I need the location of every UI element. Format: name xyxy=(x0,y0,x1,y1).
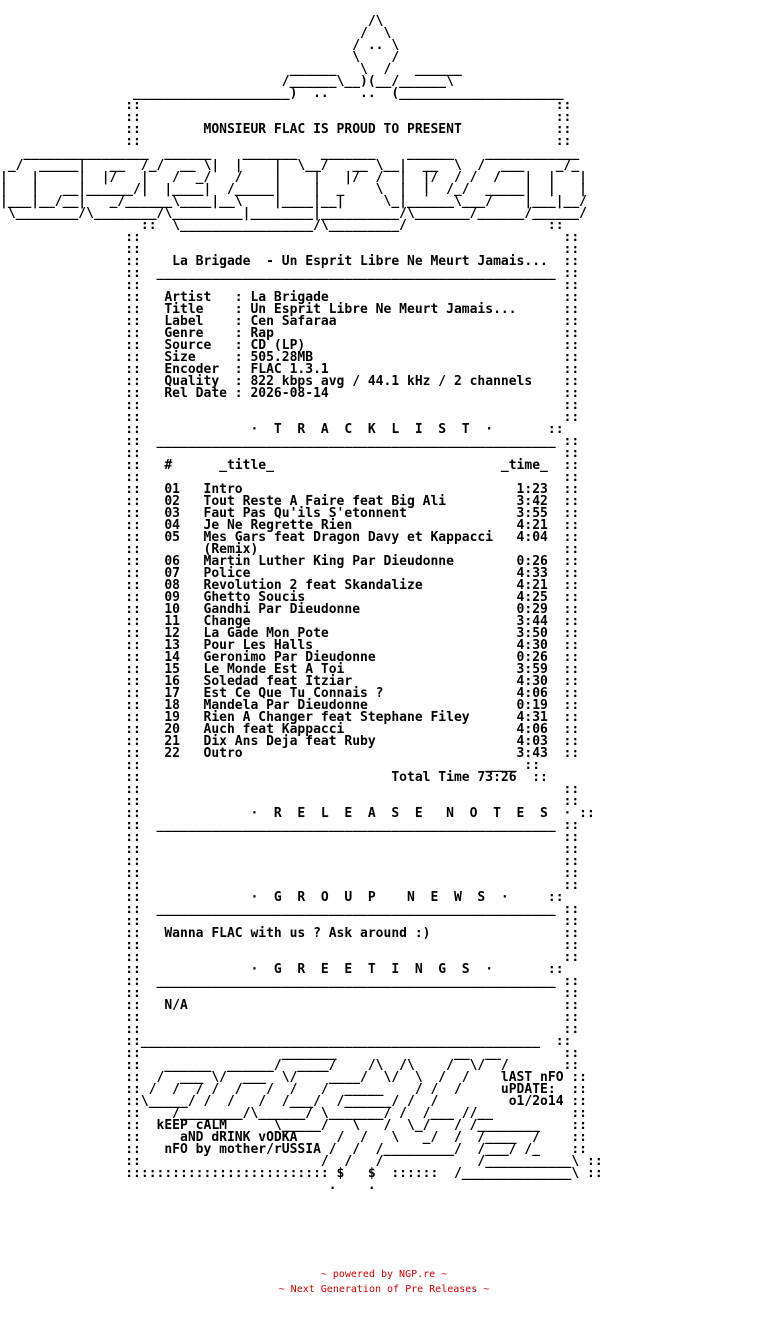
nfo-line: :: 02 Tout Reste A Faire feat Big Ali 3:42 :: xyxy=(0,494,580,509)
nfo-line: :: / ___ \/ ___ \/ ____/ \/ \ / / lAST nFO :: xyxy=(0,1070,587,1085)
nfo-line: :: Encoder : FLAC 1.3.1 :: xyxy=(0,362,580,377)
nfo-line: :: Genre : Rap :: xyxy=(0,326,580,341)
nfo-line: :: :: xyxy=(0,938,580,953)
nfo-line: :: aND dRINK vODKA / / \ _/ / /____ / :: xyxy=(0,1130,587,1145)
nfo-line: :: 05 Mes Gars feat Dragon Davy et Kappacci 4:04 :: xyxy=(0,530,580,545)
nfo-line: :: :: xyxy=(0,914,580,929)
nfo-line: :: # _title_ _time_ :: xyxy=(0,458,580,473)
nfo-line: :: (Remix) :: xyxy=(0,542,580,557)
nfo-line: :: 17 Est Ce Que Tu Connais ? 4:06 :: xyxy=(0,686,580,701)
nfo-line: :: 10 Gandhi Par Dieudonne 0:29 :: xyxy=(0,602,580,617)
nfo-line: :: :: xyxy=(0,986,580,1001)
nfo-line: :: 19 Rien A Changer feat Stephane Filey 4:31 :: xyxy=(0,710,580,725)
nfo-line: ____________________) .. .. (_____________________ xyxy=(0,86,564,101)
nfo-line: :: nFO by mother/rUSSIA / / /_________/ /___/ /_ :: xyxy=(0,1142,587,1157)
nfo-line: :: Total Time 73:26 :: xyxy=(0,770,548,785)
nfo-line: :: Wanna FLAC with us ? Ask around :) :: xyxy=(0,926,580,941)
nfo-line: :: 12 La Gade Mon Pote 3:50 :: xyxy=(0,626,580,641)
nfo-line: :: ___________________________________________________ :: xyxy=(0,974,580,989)
nfo-text-block xyxy=(0,16,768,1192)
nfo-line: :: 01 Intro 1:23 :: xyxy=(0,482,580,497)
footer-powered-by: ~ powered by NGP.re ~ xyxy=(320,1269,448,1280)
nfo-line: :: :: xyxy=(0,842,580,857)
nfo-line: :: :: xyxy=(0,854,580,869)
nfo-line: :: ___________________________________________________ :: xyxy=(0,434,580,449)
nfo-line: :: 21 Dix Ans Deja feat Ruby 4:03 :: xyxy=(0,734,580,749)
nfo-line: :: _______ __ __ :: xyxy=(0,1046,580,1061)
nfo-line: :: :: xyxy=(0,1010,580,1025)
nfo-line: :: 18 Mandela Par Dieudonne 0:19 :: xyxy=(0,698,580,713)
nfo-line: :: 16 Soledad feat Itziar 4:30 :: xyxy=(0,674,580,689)
nfo-line: :: :: xyxy=(0,950,580,965)
nfo-line: :: 03 Faut Pas Qu'ils S'etonnent 3:55 :: xyxy=(0,506,580,521)
nfo-line: :: · T R A C K L I S T · :: xyxy=(0,422,564,437)
nfo-line: :: :: xyxy=(0,134,572,149)
nfo-line: :: 06 Martin Luther King Par Dieudonne 0:26 :: xyxy=(0,554,580,569)
nfo-line: :: :: xyxy=(0,446,580,461)
nfo-line: . . xyxy=(0,1178,376,1193)
nfo-line: :: 04 Je Ne Regrette Rien 4:21 :: xyxy=(0,518,580,533)
nfo-line: \ / xyxy=(0,50,400,65)
nfo-line: ______ \ / ______ xyxy=(0,62,462,77)
nfo-line: /______\__)(__/______\ xyxy=(0,74,454,89)
nfo-line: :: :: xyxy=(0,98,572,113)
nfo-line: ::___________________________________________________ :: xyxy=(0,1034,572,1049)
nfo-line: ::\_____/ / / / /___/ /______/ / / o1/2o14 :: xyxy=(0,1094,587,1109)
nfo-line: :: :: xyxy=(0,794,580,809)
nfo-line: :: Rel Date : 2026-08-14 :: xyxy=(0,386,580,401)
nfo-line: :: 11 Change 3:44 :: xyxy=(0,614,580,629)
nfo-line: :: :: xyxy=(0,398,580,413)
nfo-line: :: MONSIEUR FLAC IS PROUD TO PRESENT :: xyxy=(0,122,572,137)
nfo-line: :: La Brigade - Un Esprit Libre Ne Meurt Jamais... :: xyxy=(0,254,580,269)
nfo-line: :: 08 Revolution 2 feat Skandalize 4:21 :: xyxy=(0,578,580,593)
nfo-line: :::::::::::::::::::::::::: $ $ :::::: /______________\ :: xyxy=(0,1166,603,1181)
nfo-line: :: ____ :: xyxy=(0,758,541,773)
nfo-line: :: :: xyxy=(0,866,580,881)
nfo-line: :: /________/\______/ \_______/ / /___ //__ :: xyxy=(0,1106,587,1121)
nfo-line: | | | |/ | / _/ / | | |/ / | |/ / / / | | | xyxy=(0,170,587,185)
nfo-line: / .. \ xyxy=(0,38,400,53)
nfo-line: :: Quality : 822 kbps avg / 44.1 kHz / 2 channels :: xyxy=(0,374,580,389)
nfo-line: :: 15 Le Monde Est A Toi 3:59 :: xyxy=(0,662,580,677)
nfo-line: :: · G R O U P N E W S · :: xyxy=(0,890,564,905)
nfo-line: :: :: xyxy=(0,230,580,245)
nfo-line: :: Title : Un Esprit Libre Ne Meurt Jamais... :: xyxy=(0,302,580,317)
nfo-line: :: Label : Cen Safaraa :: xyxy=(0,314,580,329)
nfo-line: :: Source : CD (LP) :: xyxy=(0,338,580,353)
nfo-line: :: :: xyxy=(0,830,580,845)
nfo-line: :: :: xyxy=(0,878,580,893)
nfo-line: :: :: xyxy=(0,410,580,425)
nfo-line: | | __|______/| |____| /_____| | _ \ | | /_/ _____| | | xyxy=(0,182,587,197)
nfo-line: :: · G R E E T I N G S · :: xyxy=(0,962,564,977)
nfo-line: :: 09 Ghetto Soucis 4:25 :: xyxy=(0,590,580,605)
nfo-line: :: / / / /___________\ :: xyxy=(0,1154,603,1169)
nfo-line: ________________ ______ _______ _______ ______ ____________ xyxy=(0,146,580,161)
nfo-line: :: :: xyxy=(0,1022,580,1037)
nfo-line: :: 13 Pour Les Halls 4:30 :: xyxy=(0,638,580,653)
nfo-line: :: ___________________________________________________ :: xyxy=(0,902,580,917)
nfo-line: :: :: xyxy=(0,242,580,257)
nfo-line: :: 14 Geronimo Par Dieudonne 0:26 :: xyxy=(0,650,580,665)
nfo-line: :: :: xyxy=(0,782,580,797)
nfo-line: |___|__/__| _/______\____|__\ |____|__| \_|______\___/ |___|__/ xyxy=(0,194,587,209)
nfo-line: :: ______ ______/ ____/ /\ /\ / \/ / :: xyxy=(0,1058,580,1073)
nfo-line: :: \_________________/\_________/ :: xyxy=(0,218,564,233)
nfo-line: / \ xyxy=(0,26,392,41)
nfo-line: :: :: xyxy=(0,110,572,125)
nfo-line: :: 07 Police 4:33 :: xyxy=(0,566,580,581)
nfo-line: _/ _____| __ /_/ __ \| | | \__/ __ \__| __ \ / ___ _/_ xyxy=(0,158,580,173)
nfo-line: :: 22 Outro 3:43 :: xyxy=(0,746,580,761)
nfo-line: :: Artist : La Brigade :: xyxy=(0,290,580,305)
nfo-line: \________/\________/\_________|________|__________/\_______/______/______/ xyxy=(0,206,587,221)
nfo-line: :: ___________________________________________________ :: xyxy=(0,818,580,833)
nfo-line: :: · R E L E A S E N O T E S · :: xyxy=(0,806,595,821)
nfo-line: :: N/A :: xyxy=(0,998,580,1013)
nfo-line: :: :: xyxy=(0,470,580,485)
nfo-line: :: ___________________________________________________ :: xyxy=(0,266,580,281)
nfo-line: :: Size : 505.28MB :: xyxy=(0,350,580,365)
nfo-line: :: kEEP cALM \_____/ \ / \_/ / /________ :: xyxy=(0,1118,587,1133)
nfo-line: :: :: xyxy=(0,278,580,293)
footer-tagline: ~ Next Generation of Pre Releases ~ xyxy=(278,1284,490,1295)
nfo-line: :: 20 Auch feat Kappacci 4:06 :: xyxy=(0,722,580,737)
nfo-line: /\ xyxy=(0,14,384,29)
nfo-line: :: / / / / / / / / _____ / / / uPDATE: :: xyxy=(0,1082,587,1097)
